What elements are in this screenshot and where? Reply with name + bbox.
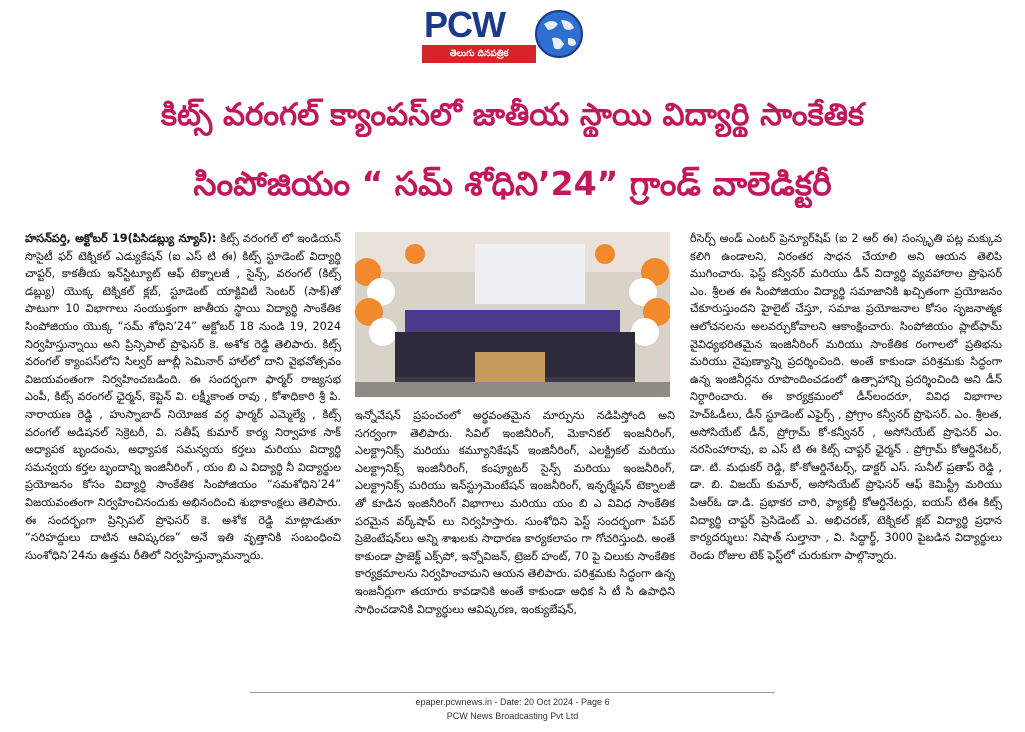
masthead: [0, 0, 1025, 90]
logo-tagline: తెలుగు దినపత్రిక: [422, 45, 536, 63]
article-column-2: ఇన్నోవేషన్ ప్రపంచంలో అర్థవంతమైన మార్పును నడిపిస్తోంది అని సగర్వంగా తెలిపారు. సివిల్ ఇంజినీరింగ్, మెకానికల్ ఇంజనీరింగ్, ఎలక్ట్రానిక్స్ మరియు కమ్యూనికేషన్ ఇంజినీరింగ్, ఎలక్ట్రికల్ మరియు ఎలక్ట్రానిక్స్ ఇంజినీరింగ్, కంప్యూటర్ సైన్స్ మరియు ఇంజనీరింగ్, ఎలక్ట్రానిక్స్ మరియు ఇన్‌స్ట్రుమెంటేషన్ ఇంజనీరింగ్, ఇన్ఫర్మేషన్ టెక్నాలజీ తో కూడిన ఇంజినీరింగ్ విభాగాలు మరియు యం బి ఎ వివిధ సాంకేతిక పరమైన వర్క్‌షాప్ లు నిర్వహిస్తారు. సుంశోధిని ఫెస్ట్ సందర్భంగా పేపర్ ప్రెజెంటేషన్‌లు అన్ని శాఖలకు సాధారణ కార్యకలాపం గా గోచరిస్తుంది. అంతే కాకుండా ప్రాజెక్ట్ ఎక్స్‌పో, ఇన్నోవిజన్, ట్రెజర్ హంట్, 70 పై చిలుకు సాంకేతిక కార్యక్రమాలను నిర్వహించామని ఆయన తెలిపారు. పరిశ్రమకు సిద్ధంగా ఉన్న ఇంజనీర్లుగా తయారు కావడానికి అంతే కాకుండా అధిక సి టీ సి ఉపాధిని సాధించడానికి విద్యార్థులు ఆవిష్కరణ, ఇంక్యుబేషన్,: [355, 409, 675, 616]
column-1-text: కిట్స్ వరంగల్ లో ఇండియన్ సొసైటీ ఫర్ టెక్నికల్ ఎడ్యుకేషన్ (ఐ ఎస్ టి ఈ) కిట్స్ స్టూడెంట్ విద్యార్థి చాప్టర్, కాకతీయ ఇన్‌స్టిట్యూట్ ఆఫ్ టెక్నాలజీ , సైన్స్, వరంగల్ (కిట్స్ డబ్ల్యు) యొక్క టెక్నికల్ క్లబ్, స్టూడెంట్ యాక్టివిటీ సెంటర్ (సాక్)తో పాటుగా 10 విభాగాలు సంయుక్తంగా జాతీయ స్థాయి విద్యార్థి సాంకేతిక సింపోజియం యొక్క “సమ్ శోధిని’24” అక్టోబర్ 18 నుండి 19, 2024 నిర్వహిస్తున్నాయి అని ప్రిన్సిపాల్ ప్రొఫెసర్ కె. అశోక రెడ్డి తెలిపారు. కిట్స్ వరంగల్ క్యాంపస్‌లోని సిల్వర్ జూబ్లీ సెమినార్ హాల్‌లో దాని వైభవోత్సవం విజయవంతంగా నిర్వహించబడింది. ఈ సందర్భంగా ఫార్మర్ రాజ్యసభ ఎంపీ, కిట్స్ వరంగల్ ఛైర్మన్, కెప్టెన్ వి. లక్ష్మీకాంత రావు , కోశాధికారి శ్రీ పి. నారాయణ రెడ్డి , హుస్నాబాద్ నియోజక వర్గ ఫార్మర్ ఎమ్మెల్యే , కిట్స్ వరంగల్ అడిషనల్ సెక్రెటరీ, వి. సతీష్ కుమార్ కార్య నిర్వాహక సాక్ అధ్యాపక బృందంను, అధ్యాపక సమన్వయ కర్తలు మరియు విద్యార్థి సమన్వయ కర్తల బృందాన్ని ఇంజినీరింగ్ , యం బి ఎ విద్యార్థి నీ విద్యార్థుల ప్రయోజనం కోసం విద్యార్థి సాంకేతిక సింపోజియం “సమశోధిని’24” విజయవంతంగా నిర్వహించినందుకు అభినందించి శుభాకాంక్షలు తెలిపారు. ఈ సందర్భంగా ప్రిన్సిపల్ ప్రొఫెసర్ కె. అశోక రెడ్డి మాట్లాడుతూ “సరిహద్దులు దాటిన ఆవిష్కరణ” అనే ఇతి వృత్తానికి సంబంధించి సుంశోధిని’24ను ఉత్తమ రీతిలో నిర్వహిస్తున్నామన్నారు.: [25, 232, 341, 562]
headline-line-2: సింపోజియం “ సమ్ శోధిని’24” గ్రాండ్ వాలెడిక్టరీ: [193, 164, 832, 203]
footer-divider: [250, 692, 775, 693]
footer-publisher: PCW News Broadcasting Pvt Ltd: [446, 711, 579, 721]
globe-icon: [534, 8, 584, 60]
footer-edition-info: epaper.pcwnews.in - Date: 20 Oct 2024 - Page 6: [415, 697, 610, 707]
article-column-3: రీసెర్చ్ అండ్ ఎంటర్ ప్రెన్యూర్‌షిప్ (ఐ 2 ఆర్ ఈ) సంస్కృతి పట్ల మక్కువ కలిగి ఉండాలని, నిరంతర సాధన చేయాలి అని ఆయన తెలిపి ముగించారు. ఫెస్ట్ కన్వీనర్ మరియు డీన్ విద్యార్థి వ్యవహారాల ప్రొఫెసర్ ఎం. శ్రీలత ఈ సింపోజియం విద్యార్థి సమాజానికి ఖచ్చితంగా ప్రయోజనం చేకూరుస్తుందని హైలైట్ చేస్తూ, సమాజ ప్రయోజనాల కోసం సృజనాత్మక ఆలోచనలను అలవర్చుకోవాలని ఆకాంక్షించారు. సింపోజియం ప్లాట్‌ఫామ్ వైవిధ్యభరితమైన ఇంజినీరింగ్ మరియు సాంకేతిక రంగాలలో ప్రతిభను మరియు నైపుణ్యాన్ని ప్రదర్శించింది. అంతే కాకుండా పరిశ్రమకు సిద్ధంగా ఉన్న ఇంజినీర్లను రూపొందించడంలో ఉత్సాహాన్ని ప్రదర్శించింది అని డీన్ నిర్ధారించారు. ఈ కార్యక్రమంలో డీన్‌లందరూ, వివిధ విభాగాల హెచ్ఓడీలు, డీన్ స్టూడెంట్ ఎఫైర్స్ , ప్రోగ్రాం కన్వీనర్ ప్రొఫెసర్. ఎం. శ్రీలత, అసోసియేట్ డీన్, ప్రోగ్రామ్ కో-కన్వీనర్ , అసోసియేట్ ప్రొఫెసర్ ఎం. నరసింహారావు, ఐ ఎస్ టి ఈ కిట్స్ చాప్టర్ ఛైర్మన్ . ప్రోగ్రామ్ కోఆర్డినేటర్, డా. టి. మధుకర్ రెడ్డి, కో-కోఆర్డినేటర్స్, డాక్టర్ ఎస్. సునీల్ ప్రతాప్ రెడ్డి , డా. బి. విజయ్ కుమార్, అసోసియేట్ ప్రొఫెసర్ ఆఫ్ కెమిస్ట్రీ మరియు పిఆర్ఓ డా.డి. ప్రభాకర చారి, ఫ్యాకల్టీ కోఆర్డినేటర్లు, ఐయస్ టిఈ కిట్స్ విద్యార్థి చాప్టర్ ప్రెసిడెంట్ ఎ. అభిచరణ్, టెక్నికల్ క్లబ్ విద్యార్థి ప్రధాన కార్యదర్శులు: నిషాత్ సుల్తానా , వి. సిద్ధార్థ్, 3000 పైబడిన విద్యార్థులు రెండు రోజుల టెక్ ఫెస్ట్‌లో చురుకుగా పాల్గొన్నారు.: [690, 232, 1002, 562]
group-photo-illustration: [355, 232, 670, 397]
pcw-logo: [418, 4, 588, 68]
headline-line-1: కిట్స్ వరంగల్ క్యాంపస్‌లో జాతీయ స్థాయి విద్యార్థి సాంకేతిక: [160, 97, 865, 133]
logo-text: PCW: [424, 4, 505, 45]
article-column-1: [25, 230, 341, 685]
event-photo: [355, 232, 670, 397]
dateline: హసన్‌పర్తి, అక్టోబర్ 19(పిసిడబ్ల్యు న్యూస్):: [25, 232, 217, 245]
